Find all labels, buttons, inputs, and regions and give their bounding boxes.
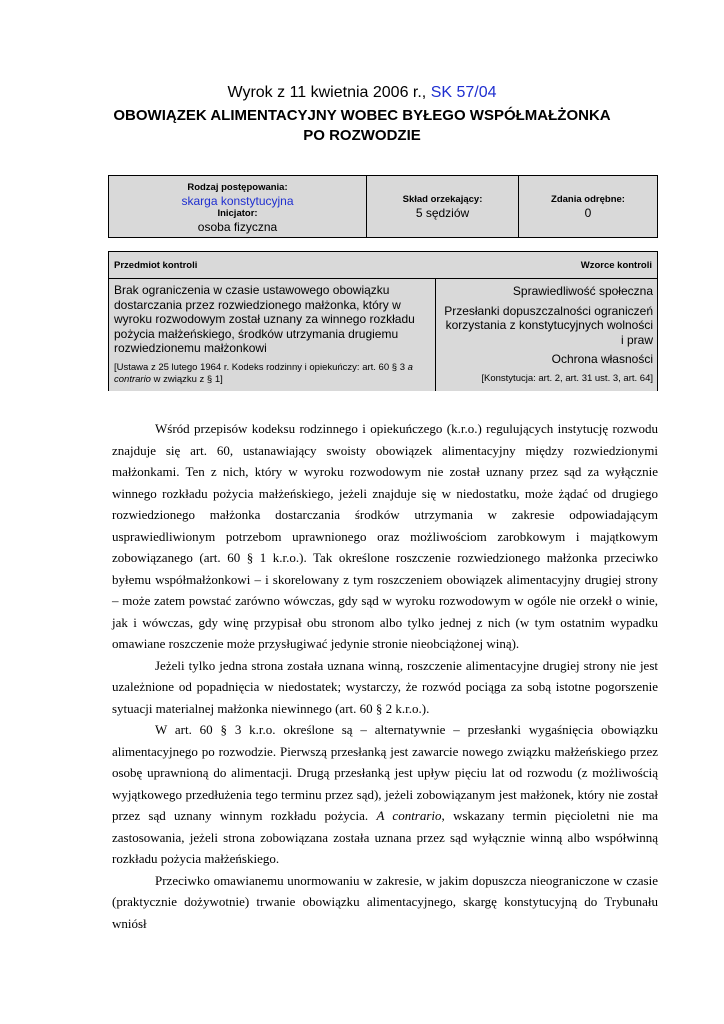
- standards-header: Wzorce kontroli: [580, 259, 652, 271]
- subject-header: Przedmiot kontroli: [114, 259, 198, 271]
- proceeding-cell: [109, 176, 367, 237]
- dissent-label: Zdania odrębne:: [551, 194, 625, 205]
- case-signature-link[interactable]: SK 57/04: [430, 84, 497, 101]
- subtitle-line-2: PO ROZWODZIE: [303, 127, 421, 144]
- subject-reference-italic: a contrario: [114, 361, 413, 385]
- initiator-label: Inicjator:: [217, 208, 258, 219]
- standards-cell: [436, 279, 657, 391]
- paragraph: [112, 719, 658, 870]
- subtitle-line-1: OBOWIĄZEK ALIMENTACYJNY WOBEC BYŁEGO WSPÓŁMAŁŻONKA: [113, 107, 611, 124]
- control-box-header: [109, 252, 657, 279]
- paragraph-italic: A contrario: [376, 808, 442, 823]
- paragraph-part: , wskazany termin pięcioletni nie ma zastosowania, jeżeli strona zobowiązana została uznana przez sąd wyłącznie winną albo współwinną rozkładu pożycia małżeńskiego.: [112, 808, 659, 866]
- case-info-box: [108, 175, 658, 238]
- subject-text: Brak ograniczenia w czasie ustawowego obowiązku dostarczania przez rozwiedzionego małżonka, który w wyroku rozwodowym został uznany za winnego rozkładu pożycia małżeńskiego, środków utrzymania drugiemu rozwiedzionemu małżonkowi: [114, 283, 415, 355]
- judgment-date: Wyrok z 11 kwietnia 2006 r.,: [227, 84, 431, 101]
- subject-reference: [114, 362, 430, 386]
- subject-reference-part-1: [Ustawa z 25 lutego 1964 r. Kodeks rodzinny i opiekuńczy: art. 60 § 3: [114, 361, 408, 373]
- subject-cell: [109, 279, 436, 391]
- paragraph: Jeżeli tylko jedna strona została uznana winną, roszczenie alimentacyjne drugiej strony nie jest uzależnione od popadnięcia w niedostatek; wystarczy, że rozwód pociąga za sobą istotne pogorszenie sytuacji materialnej małżonka niewinnego (art. 60 § 2 k.r.o.).: [112, 657, 658, 716]
- paragraph: Przeciwko omawianemu unormowaniu w zakresie, w jakim dopuszcza nieograniczone w czasie (praktycznie dożywotnie) trwanie obowiązku alimentacyjnego, skargę konstytucyjną do Trybunału wniósł: [112, 872, 658, 931]
- dissent-cell: [519, 176, 657, 237]
- standard-item: Sprawiedliwość społeczna: [512, 284, 653, 298]
- standards-reference: [Konstytucja: art. 2, art. 31 ust. 3, art. 64]: [481, 372, 653, 384]
- proceeding-value-link[interactable]: skarga konstytucyjna: [181, 194, 294, 208]
- subject-reference-part-2: w związku z § 1]: [150, 373, 223, 385]
- paragraph: Wśród przepisów kodeksu rodzinnego i opiekuńczego (k.r.o.) regulujących instytucję rozwodu znajduje się art. 60, ustanawiający swoisty obowiązek alimentacyjny między rozwiedzionymi małżonkami. Ten z nich, który w wyroku rozwodowym nie został uznany przez sąd za wyłącznie winnego rozkładu pożycia małżeńskiego, jeżeli znajduje się w niedostatku, może żądać od drugiego rozwiedzionego małżonka dostarczania środków utrzymania w zakresie odpowiadającym usprawiedliwionym potrzebom uprawnionego oraz możliwościom zarobkowym i majątkowym zobowiązanego (art. 60 § 1 k.r.o.). Tak określone roszczenie rozwiedzionego małżonka przeciwko byłemu współmałżonkowi – i skorelowany z tym roszczeniem obowiązek alimentacyjny drugiej strony – może zatem powstać zarówno wówczas, gdy sąd w wyroku rozwodowym w ogóle nie orzekł o winie, jak i wówczas, gdy winę przypisał obu stronom albo tylko jednej z nich (w tym ostatnim wypadku omawiane roszczenie może przysługiwać jedynie stronie nieobciążonej winą).: [112, 421, 658, 651]
- proceeding-label: Rodzaj postępowania:: [187, 182, 288, 193]
- paragraph-part: W art. 60 § 3 k.r.o. określone są – alternatywnie – przesłanki wygaśnięcia obowiązku alimentacyjnego po rozwodzie. Pierwszą przesłanką jest zawarcie nowego związku małżeńskiego przez osobę uprawnioną do alimentacji. Drugą przesłanką jest upływ pięciu lat od rozwodu (z możliwością wyjątkowego przedłużenia tego terminu przez sąd), jeżeli zobowiązanym jest małżonek, który nie został przez sąd uznany winnym rozkładu pożycia.: [112, 722, 658, 823]
- standard-item: Przesłanki dopuszczalności ograniczeń korzystania z konstytucyjnych wolności i praw: [444, 303, 653, 347]
- judgment-title: [0, 84, 724, 102]
- body-text: [112, 418, 658, 934]
- dissent-value: 0: [584, 206, 592, 220]
- bench-label: Skład orzekający:: [402, 194, 483, 205]
- judgment-subtitle: [0, 106, 724, 146]
- standard-item: Ochrona własności: [551, 352, 653, 366]
- bench-value: 5 sędziów: [415, 206, 470, 220]
- control-box: [108, 251, 658, 391]
- initiator-value: osoba fizyczna: [197, 220, 278, 234]
- control-box-body: [109, 279, 657, 391]
- bench-cell: [367, 176, 519, 237]
